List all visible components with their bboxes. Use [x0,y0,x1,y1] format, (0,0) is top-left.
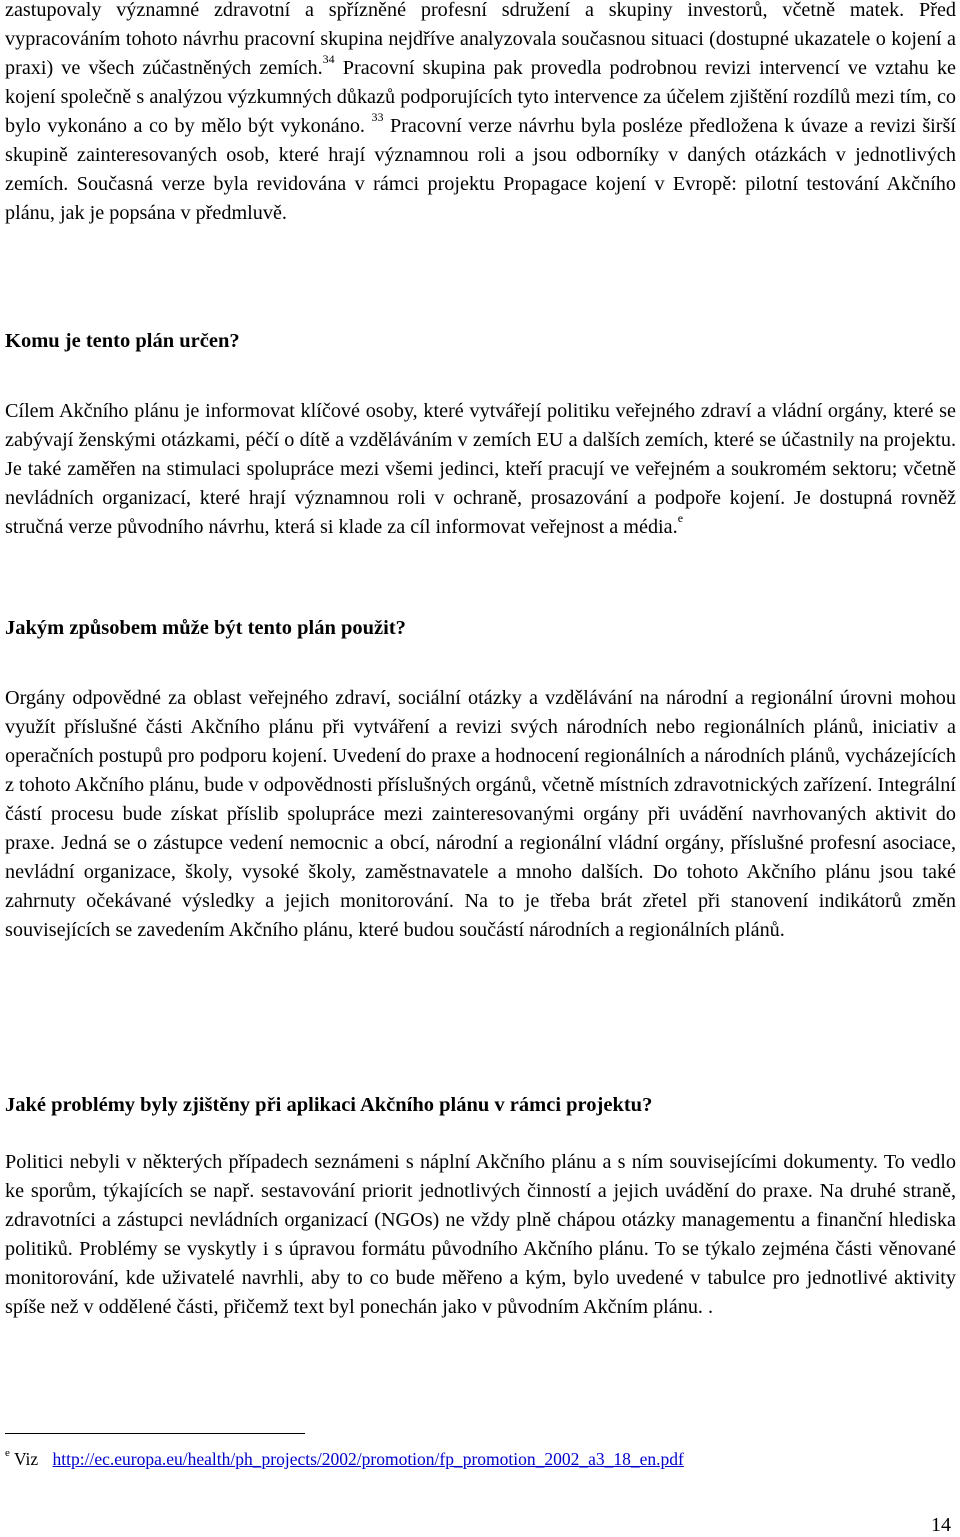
paragraph-text: Politici nebyli v některých případech seznámeni s náplní Akčního plánu a s ním souvisejícími dokumenty. To vedlo ke sporům, týkajících se např. sestavování priorit jednotlivých činností a jejich uvádění do praxe. Na druhé straně, zdravotníci a zástupci nevládních organizací (NGOs) ne vždy plně chápou otázky managementu a finanční hlediska politiků. Problémy se vyskytly i s úpravou formátu původního Akčního plánu. To se týkalo zejména části věnované monitorování, kde uživatelé navrhli, aby to co bude měřeno a kým, bylo uvedené v tabulce pro jednotlivé aktivity spíše než v oddělené části, přičemž text byl ponechán jako v původním Akčním plánu. . [5,1151,956,1318]
reference-e: e [677,511,684,526]
footnote-label: Viz [13,1448,39,1469]
reference-34: 34 [322,52,335,67]
footnote [5,1443,684,1471]
paragraph-target-audience [5,397,956,542]
paragraph-working-group [5,0,956,228]
heading-problems: Jaké problémy byly zjištěny při aplikaci Akčního plánu v rámci projektu? [5,1094,653,1116]
heading-usage: Jakým způsobem může být tento plán použit? [5,617,406,639]
paragraph-text: Pracovní skupina pak provedla podrobnou revizi intervencí ve vztahu ke kojení společně s analýzou výzkumných důkazů podporujících tyto intervence za účelem zjištění rozdílů mezi tím, co bylo vykonáno a co by mělo být vykonáno. [5,57,956,137]
paragraph-text: Cílem Akčního plánu je informovat klíčové osoby, které vytvářejí politiku veřejného zdraví a vládní orgány, které se zabývají ženskými otázkami, péčí o dítě a vzděláváním v zemích EU a dalších zemích, které se účastnily na projektu. Je také zaměřen na stimulaci spolupráce mezi všemi jedinci, kteří pracují ve veřejném a soukromém sektoru; včetně nevládních organizací, které hrají významnou roli v ochraně, prosazování a podpoře kojení. Je dostupná rovněž stručná verze původního návrhu, která si klade za cíl informovat veřejnost a média. [5,400,956,538]
footnote-marker: e [5,1447,10,1459]
paragraph-usage [5,684,956,945]
page-number: 14 [931,1514,951,1536]
heading-target-audience: Komu je tento plán určen? [5,330,240,352]
footnote-divider [5,1433,305,1434]
paragraph-problems [5,1148,956,1322]
paragraph-text: Orgány odpovědné za oblast veřejného zdraví, sociální otázky a vzdělávání na národní a regionální úrovni mohou využít příslušné části Akčního plánu při vytváření a revizi svých národních nebo regionálních plánů, iniciativ a operačních postupů pro podporu kojení. Uvedení do praxe a hodnocení regionálních a národních plánů, vycházejících z tohoto Akčního plánu, bude v odpovědnosti příslušných orgánů, včetně místních zdravotnických zařízení. Integrální částí procesu bude získat příslib spolupráce mezi zainteresovanými orgány při uvádění navrhovaných aktivit do praxe. Jedná se o zástupce vedení nemocnic a obcí, národní a regionální vládní orgány, příslušné profesní asociace, nevládní organizace, školy, vysoké školy, zaměstnavatele a mnoho dalších. Do tohoto Akčního plánu jsou také zahrnuty očekávané výsledky a jejich monitorování. Na to je třeba brát zřetel při stanovení indikátorů změn souvisejících se zavedením Akčního plánu, které budou součástí národních a regionálních plánů. [5,687,956,941]
paragraph-text: zastupovaly významné zdravotní a spřízněné profesní sdružení a skupiny investorů, včetně matek. Před vypracováním tohoto návrhu pracovní skupina nejdříve analyzovala současnou situaci (dostupné ukazatele o kojení a praxi) ve všech zúčastněných zemích. [5,0,956,79]
footnote-link[interactable]: http://ec.europa.eu/health/ph_projects/2002/promotion/fp_promotion_2002_a3_18_en.pdf [52,1448,684,1469]
reference-33: 33 [371,110,384,125]
paragraph-text: Pracovní verze návrhu byla posléze předložena k úvaze a revizi širší skupině zainteresovaných osob, které hrají významnou roli a jsou odborníky v daných otázkách v jednotlivých zemích. Současná verze byla revidována v rámci projektu Propagace kojení v Evropě: pilotní testování Akčního plánu, jak je popsána v předmluvě. [5,115,956,224]
